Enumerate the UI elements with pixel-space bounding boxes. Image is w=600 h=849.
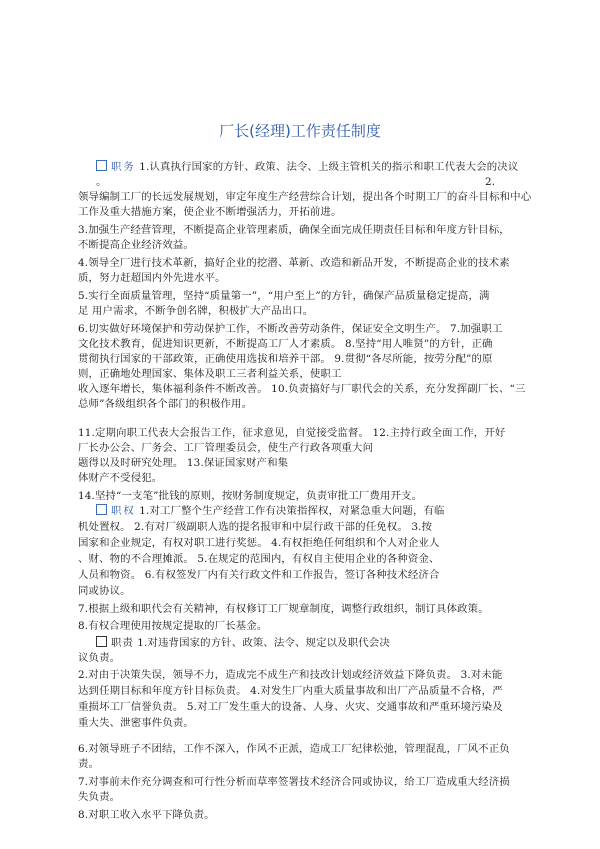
text-line: 6.对领导班子不团结，工作不深入，作风不正派，造成工厂纪律松弛，管理混乱，厂风不正负 xyxy=(78,743,510,755)
section-heading-responsibilities: 职责 xyxy=(111,637,134,649)
text-line: 人员和物资。 6.有权签发厂内有关行政文件和工作报告，签订各种技术经济合 xyxy=(78,569,440,581)
text-line: 7.根据上级和职代会有关精神，有权修订工厂规章制度，调整行政组织，制订具体政策。 xyxy=(78,603,489,615)
text-line: 5.实行全面质量管理，坚持“质量第一”，“用户至上”的方针，确保产品质量稳定提高，满 xyxy=(78,290,490,302)
text-line: 文化技术教育，促进知识更新，不断提高工厂人才素质。 8.坚持“用人唯贤”的方针，正确 xyxy=(78,338,493,350)
text-line: 不断提高企业经济效益。 xyxy=(78,239,194,251)
text-line: 、财、物的不合理摊派。 5.在规定的范围内，有权自主使用企业的各种资金、 xyxy=(78,553,440,565)
section-duties xyxy=(96,160,518,174)
text-line: 同或协议。 xyxy=(78,585,131,597)
text-line: 7.对事前未作充分调查和可行性分析而草率签署技术经济合同或协议，给工厂造成重大经济损 xyxy=(78,776,510,788)
text-line: 11.定期向职工代表大会报告工作，征求意见，自觉接受监督。 12.主持行政全面工作，开好 xyxy=(78,427,506,439)
text-line: 收入逐年增长，集体福利条件不断改善。 10.负责搞好与厂职代会的关系，充分发挥副厂长、“三 xyxy=(78,383,526,395)
checkbox-icon xyxy=(96,636,107,647)
text-line: 领导编制工厂的长远发展规划，审定年度生产经营综合计划，提出各个时期工厂的奋斗目标和中心 xyxy=(78,191,532,203)
text-line: 2.对由于决策失误，领导不力，造成完不成生产和技改计划或经济效益下降负责。 3.对未能 xyxy=(78,669,503,681)
document-title: 厂长(经理)工作责任制度 xyxy=(219,122,381,140)
text-line: 贯彻执行国家的干部政策，正确使用选拔和培养干部。 9.贯彻“各尽所能，按劳分配”的原 xyxy=(78,353,493,365)
text-line: 责。 xyxy=(78,758,100,770)
checkbox-icon xyxy=(96,504,107,515)
text-line: 质，努力赶超国内外先进水平。 xyxy=(78,272,226,284)
text-line: 重大失、泄密事件负责。 xyxy=(78,717,194,729)
text-line: 1.对违背国家的方针、政策、法令、规定以及职代会决 xyxy=(137,637,390,649)
text-line: 8.有权合理使用按规定提取的厂长基金。 xyxy=(78,620,268,632)
text-line: 厂长办公会、厂务会、工厂管理委员会，使生产行政各项重大问 xyxy=(78,442,374,454)
text-line: 达到任期目标和年度方针目标负责。 4.对发生厂内重大质量事故和出厂产品质量不合格，严 xyxy=(78,685,503,697)
text-line: 失负责。 xyxy=(78,791,121,803)
text-line: 总师”各级组织各个部门的积极作用。 xyxy=(78,398,253,410)
section-responsibilities xyxy=(96,636,390,650)
text-line: 6.切实做好环境保护和劳动保护工作，不断改善劳动条件，保证安全文明生产。 7.加强职工 xyxy=(78,323,503,335)
text-line: 则，正确地处理国家、集体及职工三者利益关系，使职工 xyxy=(78,368,342,380)
text-line: 。 xyxy=(96,176,107,188)
text-line: 足 用户需求，不断争创名牌，积极扩大产品出口。 xyxy=(78,305,314,317)
text-line: 议负责。 xyxy=(78,652,121,664)
checkbox-icon xyxy=(96,160,107,171)
text-line: 国家和企业规定，有权对职工进行奖惩。 4.有权拒绝任何组织和个人对企业人 xyxy=(78,537,440,549)
text-line: 题得以及时研究处理。 13.保证国家财产和集 xyxy=(78,457,289,469)
text-line: 14.坚持“一支笔”批钱的原则，按财务制度规定，负责审批工厂费用开支。 xyxy=(78,490,423,502)
text-line: 1.对工厂整个生产经营工作有决策指挥权，对紧急重大问题，有临 xyxy=(139,505,445,517)
text-line: 机处置权。 2.有对厂级副职人选的提名报审和中层行政干部的任免权。 3.按 xyxy=(78,521,433,533)
text-line: 8.对职工收入水平下降负责。 xyxy=(78,809,215,821)
section-heading-powers: 职权 xyxy=(111,505,136,517)
text-line: 3.加强生产经营管理，不断提高企业管理素质，确保全面完成任期责任目标和年度方针目标， xyxy=(78,224,510,236)
text-line: 体财产不受侵犯。 xyxy=(78,472,163,484)
text-line: 1.认真执行国家的方针、政策、法令、上级主管机关的指示和职工代表大会的决议 xyxy=(139,161,519,173)
text-line: 2. xyxy=(485,176,496,188)
section-heading-duties: 职务 xyxy=(111,161,136,173)
text-line: 工作及重大措施方案，使企业不断增强活力，开拓前进。 xyxy=(78,206,342,218)
section-powers xyxy=(96,504,445,518)
text-line: 4.领导全厂进行技术革新，搞好企业的挖潜、革新、改造和新品开发，不断提高企业的技术素 xyxy=(78,257,510,269)
text-line: 重损坏工厂信誉负责。 5.对工厂发生重大的设备、人身、火灾、交通事故和严重环境污染及 xyxy=(78,701,503,713)
